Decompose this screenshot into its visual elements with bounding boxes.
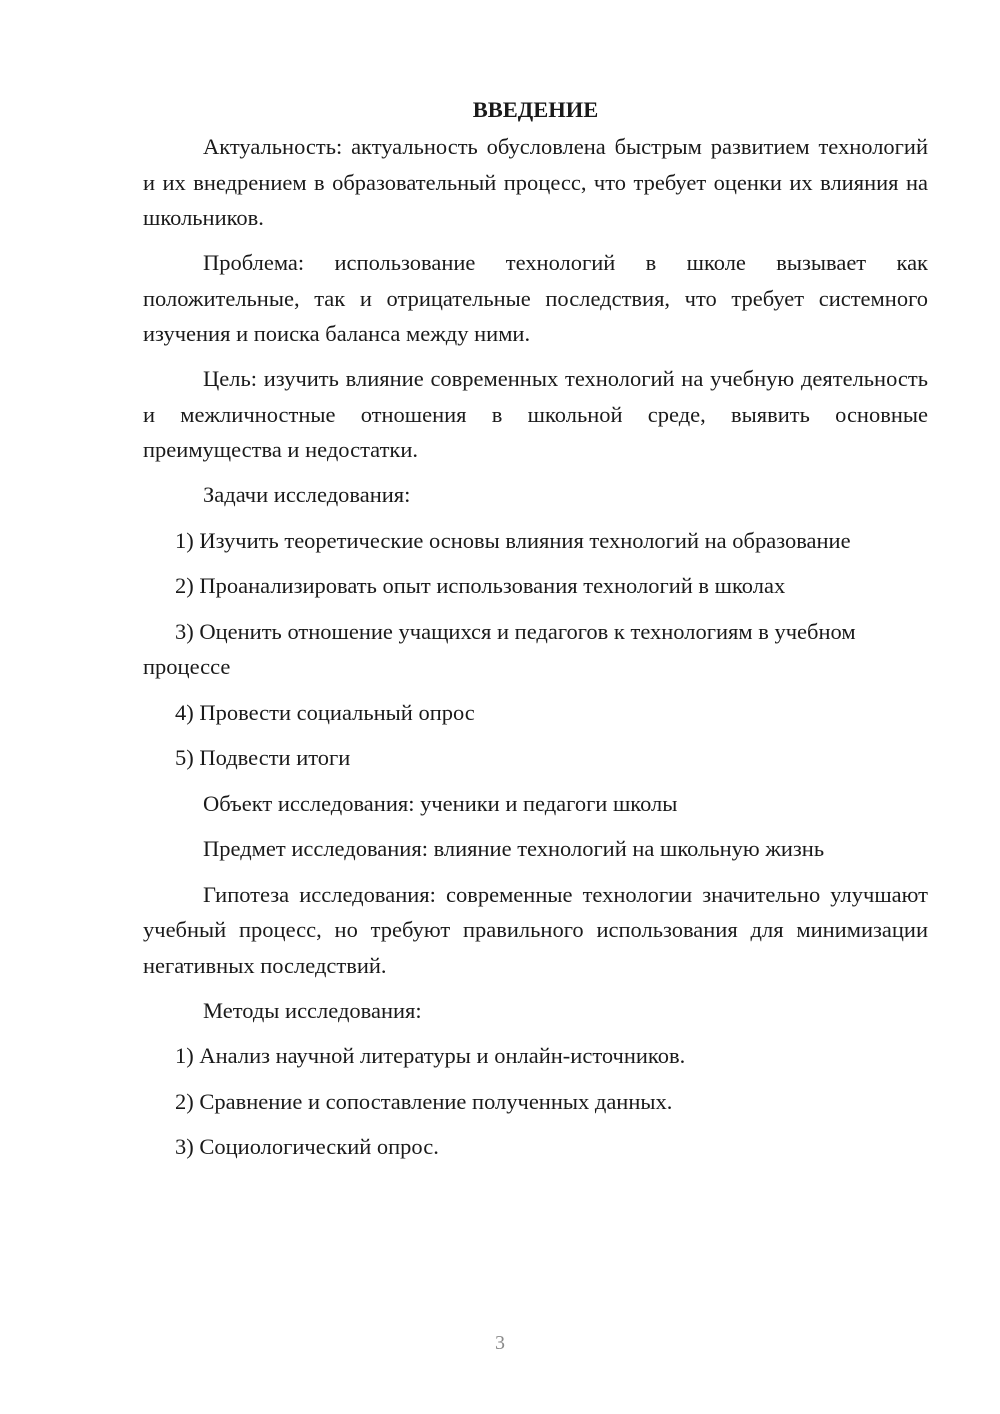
methods-heading: Методы исследования:	[203, 997, 422, 1023]
document-page	[143, 92, 928, 1175]
task-item-3: 3) Оценить отношение учащихся и педагогов к технологиям в учебном процессе	[143, 618, 856, 679]
method-item-3: 3) Социологический опрос.	[175, 1134, 439, 1159]
relevance-paragraph: Актуальность: актуальность обусловлена быстрым развитием технологий и их внедрением в образовательный процесс, что требует оценки их влияния на школьников.	[143, 134, 928, 230]
task-item-5: 5) Подвести итоги	[175, 745, 351, 770]
task-item-2: 2) Проанализировать опыт использования технологий в школах	[175, 573, 786, 598]
method-item-1: 1) Анализ научной литературы и онлайн-источников.	[175, 1043, 686, 1068]
tasks-heading: Задачи исследования:	[203, 482, 411, 507]
page-number: 3	[495, 1332, 505, 1354]
goal-paragraph: Цель: изучить влияние современных технологий на учебную деятельность и межличностные отношения в школьной среде, выявить основные преимущества и недостатки.	[143, 366, 928, 462]
page-title: ВВЕДЕНИЕ	[472, 97, 599, 122]
hypothesis-paragraph: Гипотеза исследования: современные технологии значительно улучшают учебный процесс, но требуют правильного использования для минимизации негативных последствий.	[143, 881, 928, 978]
subject-paragraph: Предмет исследования: влияние технологий на школьную жизнь	[203, 836, 825, 861]
object-paragraph: Объект исследования: ученики и педагоги школы	[203, 790, 678, 816]
problem-paragraph: Проблема: использование технологий в школе вызывает как положительные, так и отрицательные последствия, что требует системного изучения и поиска баланса между ними.	[143, 250, 928, 346]
method-item-2: 2) Сравнение и сопоставление полученных данных.	[175, 1088, 673, 1114]
task-item-1: 1) Изучить теоретические основы влияния технологий на образование	[175, 527, 851, 553]
task-item-4: 4) Провести социальный опрос	[175, 699, 475, 725]
